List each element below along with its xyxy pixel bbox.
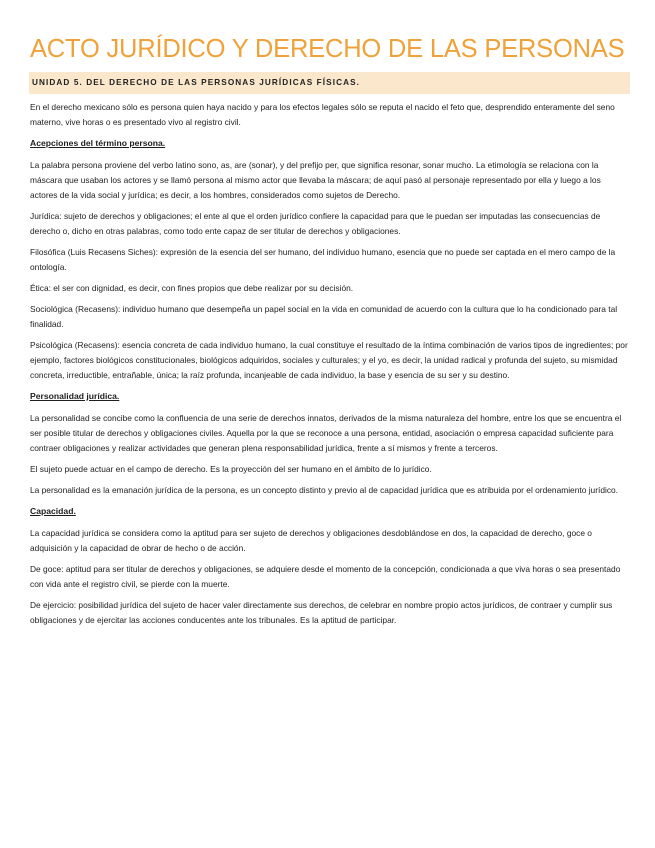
paragraph-etimologia: La palabra persona proviene del verbo latino sono, as, are (sonar), y del prefijo per, que significa resonar, sonar mucho. La etimología se relaciona con la máscara que usaban los actores y se llamó persona al mismo actor que llevaba la máscara; de aquí pasó al personaje representado por ella y luego a los actores de la vida social y jurídica; es decir, a los hombres, considerados como sujetos de Derecho. — [30, 160, 601, 200]
paragraph-personalidad-sujeto: El sujeto puede actuar en el campo de derecho. Es la proyección del ser humano en el ámbito de lo jurídico. — [30, 464, 432, 474]
paragraph-juridica: Jurídica: sujeto de derechos y obligaciones; el ente al que el orden jurídico confiere la capacidad para que le puedan ser imputadas las consecuencias de derecho o, dicho en otras palabras, como todo ente capaz de ser titular de derechos y obligaciones. — [30, 211, 601, 236]
paragraph-sociologica: Sociológica (Recasens): individuo humano que desempeña un papel social en la vida en comunidad de acuerdo con la cultura que lo ha condicionado para tal finalidad. — [30, 304, 618, 329]
unit-heading: UNIDAD 5. DEL DERECHO DE LAS PERSONAS JURÍDICAS FÍSICAS. — [29, 72, 630, 94]
document-title: ACTO JURÍDICO Y DERECHO DE LAS PERSONAS — [30, 35, 625, 63]
section-heading-acepciones: Acepciones del término persona. — [30, 138, 166, 148]
paragraph-etica: Ética: el ser con dignidad, es decir, con fines propios que debe realizar por su decisión. — [30, 283, 354, 293]
section-heading-personalidad: Personalidad jurídica. — [30, 391, 120, 401]
paragraph-capacidad-juridica: La capacidad jurídica se considera como la aptitud para ser sujeto de derechos y obligaciones desdoblándose en dos, la capacidad de derecho, goce o adquisición y la capacidad de obrar de hecho o de acción. — [30, 528, 592, 553]
paragraph-personalidad-emanacion: La personalidad es la emanación jurídica de la persona, es un concepto distinto y previo al de capacidad jurídica que es atribuida por el ordenamiento jurídico. — [30, 485, 619, 495]
paragraph-filosofica: Filosófica (Luis Recasens Siches): expresión de la esencia del ser humano, del individuo humano, esencia que no puede ser captada en el mero campo de la ontología. — [30, 247, 616, 272]
paragraph-psicologica: Psicológica (Recasens): esencia concreta de cada individuo humano, la cual constituye el resultado de la íntima combinación de varios tipos de ingredientes; por ejemplo, factores biológicos constitucionales, biológicos adquiridos, sociales y culturales; y el yo, es decir, la unidad radical y profunda del sujeto, su mismidad concreta, irreductible, entrañable, única; la raíz profunda, incanjeable de cada individuo, la base y esencia de su ser y su destino. — [30, 340, 628, 380]
paragraph-capacidad-ejercicio: De ejercicio: posibilidad jurídica del sujeto de hacer valer directamente sus derechos, de celebrar en nombre propio actos jurídicos, de contraer y cumplir sus obligaciones y de ejercitar las acciones conducentes ante los tribunales. Es la aptitud de participar. — [30, 600, 613, 625]
paragraph-capacidad-goce: De goce: aptitud para ser titular de derechos y obligaciones, se adquiere desde el momento de la concepción, condicionada a que viva horas o sea presentado con vida ante el registro civil, se pierde con la muerte. — [30, 564, 621, 589]
paragraph-personalidad-concepto: La personalidad se concibe como la confluencia de una serie de derechos innatos, derivados de la misma naturaleza del hombre, entre los que se encuentra el ser posible titular de derechos y obligaciones civiles. Aquella por la que se reconoce a una persona, entidad, asociación o empresa capacidad suficiente para contraer obligaciones y realizar actividades que generan plena responsabilidad jurídica, frente a sí mismos y frente a terceros. — [30, 413, 622, 453]
section-heading-capacidad: Capacidad. — [30, 506, 76, 516]
intro-paragraph: En el derecho mexicano sólo es persona quien haya nacido y para los efectos legales sólo se reputa el nacido el feto que, desprendido enteramente del seno materno, vive horas o es presentado vivo al registro civil. — [30, 102, 615, 127]
